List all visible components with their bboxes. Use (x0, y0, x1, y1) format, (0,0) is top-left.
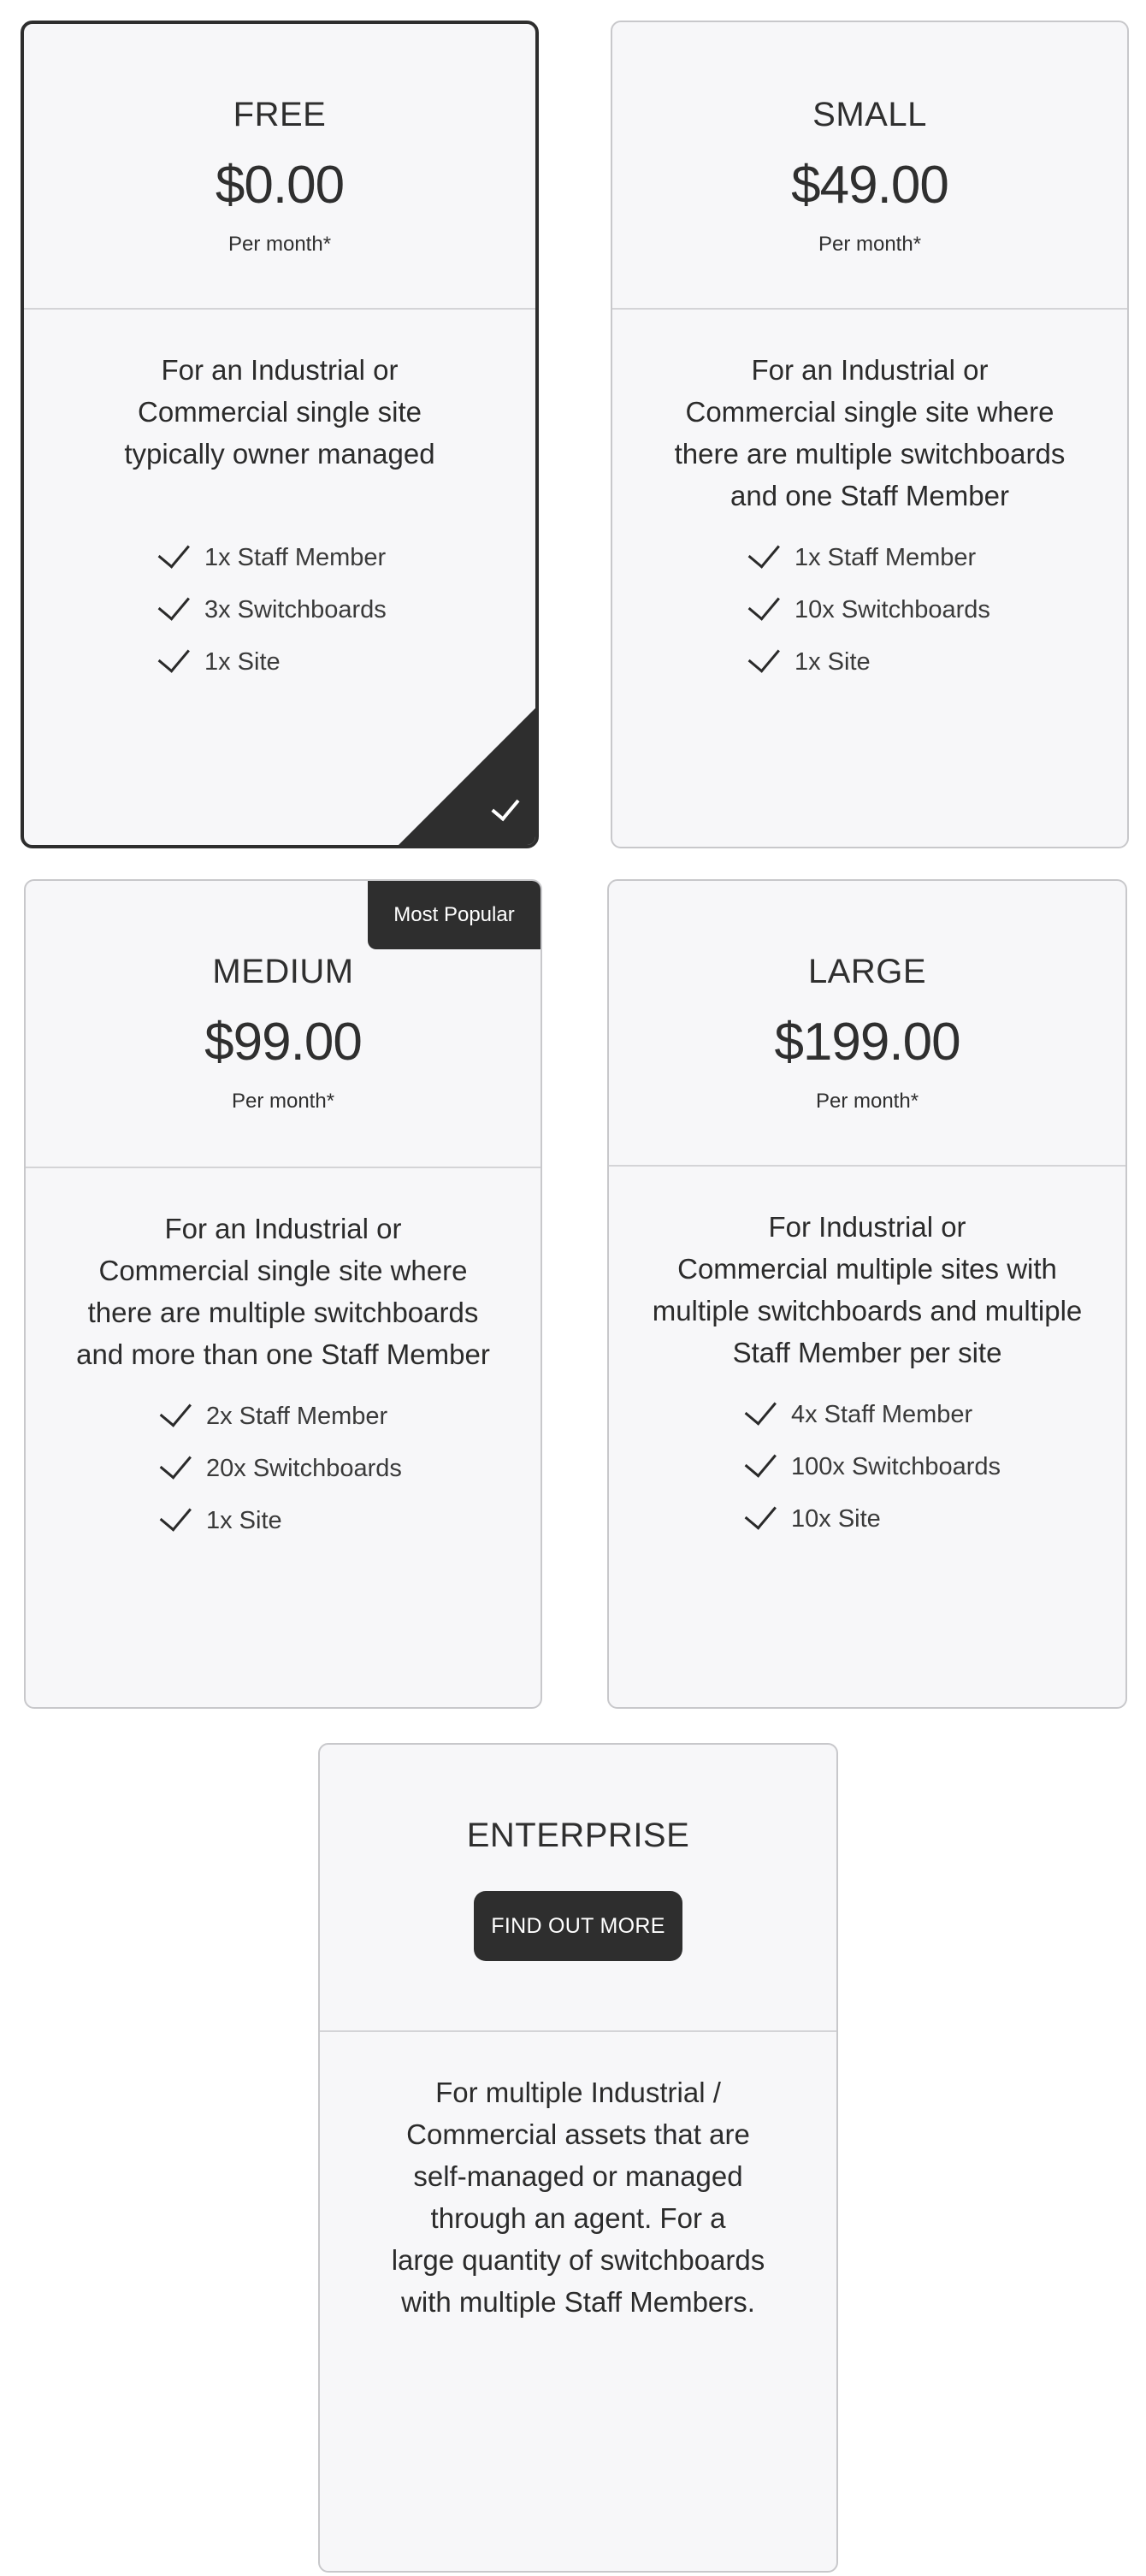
feature-item: 10x Switchboards (751, 584, 990, 636)
find-out-more-button[interactable]: FIND OUT MORE (474, 1891, 682, 1961)
plan-card-small[interactable] (611, 21, 1129, 848)
plan-price: $99.00 (204, 1013, 362, 1072)
checkmark-icon (745, 1445, 777, 1478)
plan-card-large[interactable] (607, 879, 1127, 1709)
plan-price: $0.00 (215, 156, 345, 215)
feature-item: 1x Site (161, 636, 387, 688)
checkmark-icon (158, 535, 190, 569)
feature-item: 2x Staff Member (162, 1391, 402, 1443)
plan-header (609, 881, 1125, 1114)
checkmark-icon (158, 640, 190, 673)
divider (612, 308, 1127, 310)
checkmark-icon (160, 1498, 192, 1532)
checkmark-icon (160, 1394, 192, 1427)
plan-period: Per month* (818, 233, 922, 256)
feature-item: 20x Switchboards (162, 1443, 402, 1495)
plan-description: For an Industrial or Commercial single site typically owner managed (124, 354, 435, 470)
checkmark-icon (748, 640, 780, 673)
plan-period: Per month* (227, 233, 332, 256)
feature-item: 1x Staff Member (751, 532, 990, 584)
feature-list (751, 532, 990, 688)
checkmark-icon (748, 535, 780, 569)
checkmark-icon (158, 588, 190, 621)
checkmark-icon (745, 1392, 777, 1426)
plan-header (320, 1745, 836, 1961)
plan-card-medium[interactable] (24, 879, 542, 1709)
feature-item: 1x Staff Member (161, 532, 387, 584)
feature-list (162, 1391, 402, 1547)
divider (24, 308, 535, 310)
plan-price: $49.00 (791, 156, 948, 215)
feature-item: 10x Site (747, 1493, 1001, 1545)
plan-description: For multiple Industrial / Commercial assets that are self-managed or managed through an agent. For a large quantity of switchboards with multiple Staff Members. (391, 2077, 765, 2318)
feature-list (161, 532, 387, 688)
feature-item: 100x Switchboards (747, 1441, 1001, 1493)
plan-name: LARGE (807, 953, 927, 990)
divider (26, 1167, 541, 1168)
plan-description: For Industrial or Commercial multiple sites with multiple switchboards and multiple Staff Member per site (652, 1211, 1083, 1368)
feature-item: 3x Switchboards (161, 584, 387, 636)
checkmark-icon (745, 1497, 777, 1530)
feature-item: 4x Staff Member (747, 1389, 1001, 1441)
feature-item: 1x Site (751, 636, 990, 688)
plan-description: For an Industrial or Commercial single site where there are multiple switchboards and more than one Staff Member (76, 1213, 490, 1370)
selected-corner (399, 708, 535, 845)
checkmark-icon (748, 588, 780, 621)
plan-header (24, 24, 535, 257)
plan-header (612, 22, 1127, 257)
plan-name: SMALL (812, 96, 927, 133)
plan-price: $199.00 (774, 1013, 960, 1072)
checkmark-icon (160, 1446, 192, 1480)
plan-description: For an Industrial or Commercial single site where there are multiple switchboards and one Staff Member (674, 354, 1066, 511)
plan-name: ENTERPRISE (466, 1817, 690, 1854)
feature-list (747, 1389, 1001, 1545)
plan-name: MEDIUM (212, 953, 354, 990)
plan-name: FREE (233, 96, 327, 133)
plan-period: Per month* (815, 1090, 919, 1113)
plan-card-free[interactable] (21, 21, 539, 848)
plan-card-enterprise[interactable] (318, 1743, 838, 2573)
plan-period: Per month* (231, 1090, 335, 1113)
feature-item: 1x Site (162, 1495, 402, 1547)
most-popular-badge: Most Popular (368, 881, 541, 949)
divider (609, 1165, 1125, 1167)
plan-header (26, 881, 541, 1114)
divider (320, 2030, 836, 2032)
